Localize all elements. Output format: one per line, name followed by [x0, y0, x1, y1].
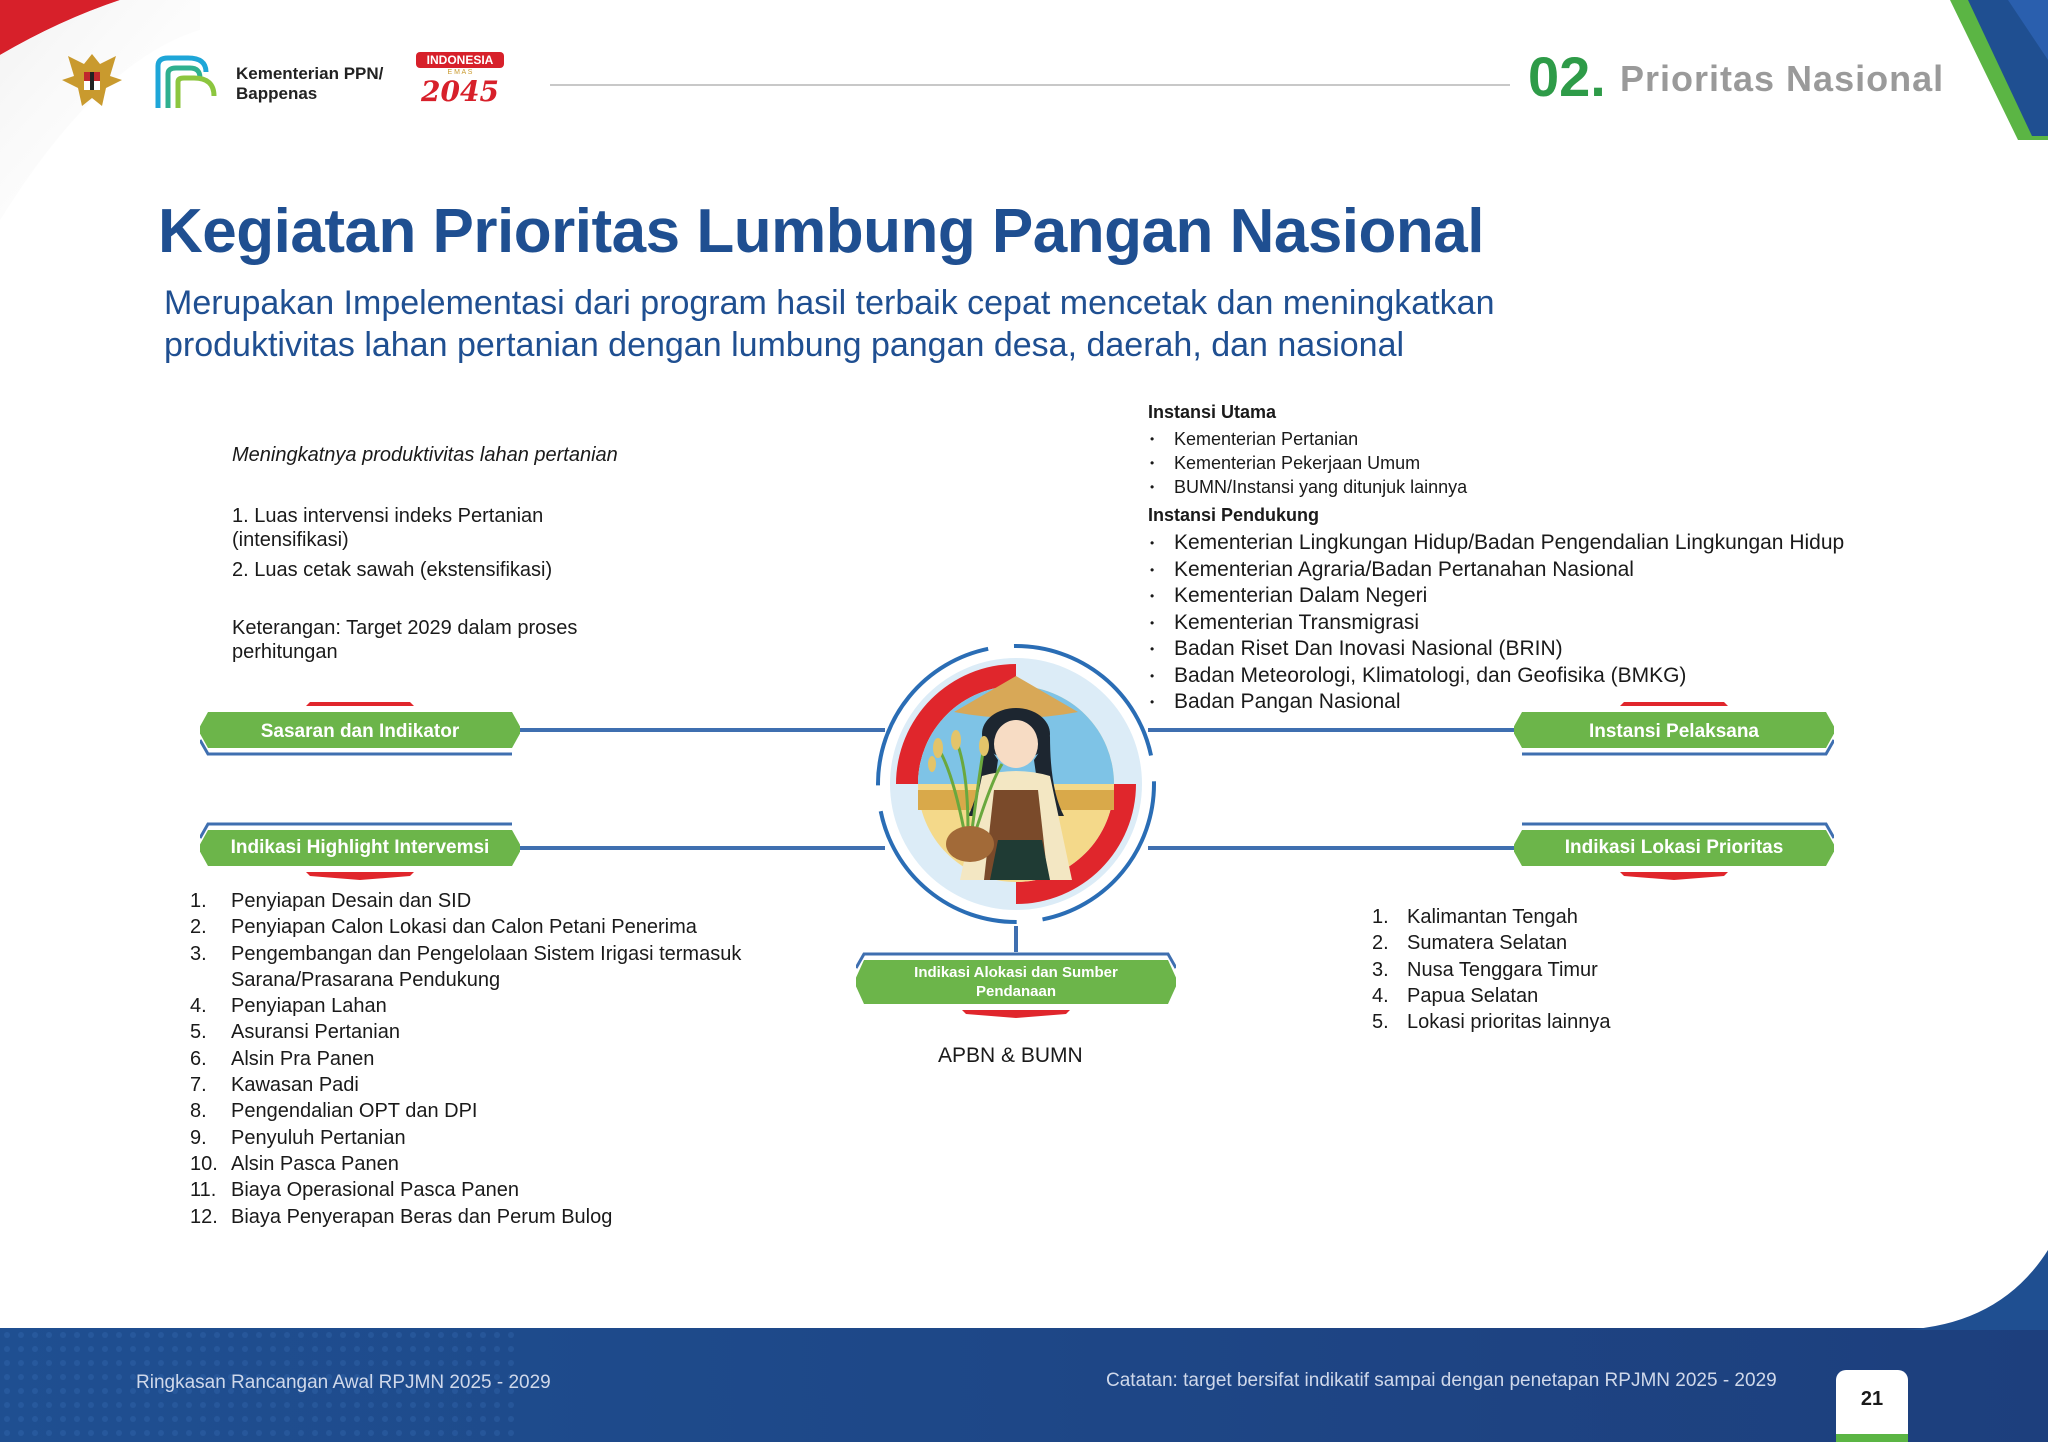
list-item: • Badan Meteorologi, Klimatologi, dan Geofisika (BMKG) — [1148, 663, 2028, 690]
item-text: Penyiapan Lahan — [231, 995, 387, 1018]
footer-left-text: Ringkasan Rancangan Awal RPJMN 2025 - 2029 — [136, 1372, 551, 1393]
item-number: 7. — [190, 1074, 207, 1097]
highlight-list — [190, 888, 810, 1230]
list-item: • BUMN/Instansi yang ditunjuk lainnya — [1148, 475, 2028, 499]
item-text: Pengembangan dan Pengelolaan Sistem Irigasi termasuk Sarana/Prasarana Pendukung — [231, 942, 742, 991]
item-number: 2. — [1372, 932, 1389, 955]
list-item — [190, 1204, 810, 1230]
sasaran-goal: Meningkatnya produktivitas lahan pertanian — [232, 444, 618, 466]
banner-alokasi-line-1: Indikasi Alokasi dan Sumber — [914, 964, 1118, 981]
list-item: • Kementerian Dalam Negeri — [1148, 583, 2028, 610]
item-number: 10. — [190, 1152, 218, 1175]
item-text: Alsin Pasca Panen — [231, 1152, 399, 1175]
section-number: 02. — [1528, 45, 1606, 108]
list-item: • Kementerian Lingkungan Hidup/Badan Pengendalian Lingkungan Hidup — [1148, 530, 2028, 557]
item-text: Pengendalian OPT dan DPI — [231, 1100, 478, 1123]
item-text: Penyiapan Desain dan SID — [231, 890, 472, 912]
list-item: • Badan Pangan Nasional — [1148, 689, 2028, 716]
item-number: 9. — [190, 1126, 207, 1149]
list-item: • Kementerian Transmigrasi — [1148, 610, 2028, 637]
indonesia-logo-year: 2045 — [421, 75, 499, 108]
item-text: Alsin Pra Panen — [231, 1047, 375, 1070]
indonesia-logo-sub: E M A S — [447, 69, 473, 76]
list-item — [1372, 904, 1610, 930]
footer-right-text: Catatan: target bersifat indikatif sampai dengan penetapan RPJMN 2025 - 2029 — [1106, 1370, 1777, 1391]
item-text: Asuransi Pertanian — [231, 1021, 400, 1044]
item-text: Biaya Operasional Pasca Panen — [231, 1179, 519, 1202]
list-item — [190, 993, 810, 1019]
indicator-item: 2. Luas cetak sawah (ekstensifikasi) — [232, 559, 553, 581]
list-item — [1372, 983, 1610, 1009]
banner-lokasi-label: Indikasi Lokasi Prioritas — [1564, 837, 1784, 858]
banner-alokasi — [856, 950, 1176, 1018]
list-item — [190, 1151, 810, 1177]
list-item — [190, 1098, 810, 1124]
list-item — [1372, 930, 1610, 956]
banner-highlight — [200, 820, 520, 876]
item-text: Penyuluh Pertanian — [231, 1126, 406, 1149]
list-item — [190, 914, 810, 940]
banner-instansi-label: Instansi Pelaksana — [1588, 721, 1760, 742]
item-number: 11. — [190, 1179, 217, 1202]
item-number: 4. — [1372, 984, 1389, 1007]
indicator-item: 1. Luas intervensi indeks Pertanian (intensifikasi) — [232, 505, 544, 551]
item-number: 5. — [190, 1021, 207, 1044]
item-text: Lokasi prioritas lainnya — [1407, 1011, 1611, 1034]
list-item — [1372, 1009, 1610, 1035]
item-number: 2. — [190, 916, 207, 939]
list-item: • Kementerian Agraria/Badan Pertanahan Nasional — [1148, 557, 2028, 584]
page-title: Kegiatan Prioritas Lumbung Pangan Nasional — [158, 197, 1484, 266]
instansi-utama-heading: Instansi Utama — [1148, 402, 1277, 422]
list-item — [190, 1177, 810, 1203]
list-item — [190, 1046, 810, 1072]
indonesia-logo-text: INDONESIA — [416, 52, 504, 68]
list-item: • Badan Riset Dan Inovasi Nasional (BRIN) — [1148, 636, 2028, 663]
item-number: 12. — [190, 1205, 218, 1228]
item-number: 5. — [1372, 1011, 1389, 1034]
list-item — [190, 1072, 810, 1098]
item-text: Sumatera Selatan — [1407, 932, 1568, 955]
list-item — [190, 1019, 810, 1045]
page-number: 21 — [1860, 1388, 1884, 1410]
footer-curve — [1900, 1250, 2048, 1330]
list-item — [190, 888, 810, 914]
list-item: • Kementerian Pertanian — [1148, 427, 2028, 451]
alokasi-source: APBN & BUMN — [938, 1044, 1083, 1067]
item-text: Papua Selatan — [1407, 984, 1539, 1007]
ministry-line-2: Bappenas — [236, 84, 318, 103]
section-title: Prioritas Nasional — [1620, 58, 1945, 99]
instansi-pendukung-heading: Instansi Pendukung — [1148, 505, 1320, 525]
list-item: • Kementerian Pekerjaan Umum — [1148, 451, 2028, 475]
item-number: 3. — [190, 942, 207, 965]
item-number: 6. — [190, 1047, 207, 1070]
list-item — [190, 1125, 810, 1151]
banner-alokasi-label — [856, 948, 1176, 1016]
list-item — [190, 941, 810, 994]
banner-alokasi-line-2: Pendanaan — [975, 983, 1057, 1000]
sasaran-note: Keterangan: Target 2029 dalam proses perhitungan — [232, 617, 578, 663]
item-number: 3. — [1372, 958, 1389, 981]
list-item — [1372, 957, 1610, 983]
banner-instansi — [1514, 702, 1834, 758]
item-text: Penyiapan Calon Lokasi dan Calon Petani Penerima — [231, 916, 697, 939]
banner-lokasi — [1514, 820, 1834, 876]
item-number: 8. — [190, 1100, 207, 1123]
banner-sasaran — [200, 702, 520, 758]
farmer-emblem — [872, 640, 1160, 928]
banner-sasaran-label: Sasaran dan Indikator — [260, 721, 460, 742]
item-number: 1. — [190, 890, 207, 912]
item-number: 1. — [1372, 906, 1389, 928]
item-text: Nusa Tenggara Timur — [1407, 958, 1598, 981]
page-subtitle: Merupakan Impelementasi dari program hasil terbaik cepat mencetak dan meningkatkan produktivitas lahan pertanian dengan lumbung pangan desa, daerah, dan nasional — [164, 284, 1495, 364]
page-number-bar — [1836, 1434, 1908, 1442]
ministry-line-1: Kementerian PPN/ — [236, 64, 384, 83]
item-text: Kawasan Padi — [231, 1074, 359, 1097]
item-text: Biaya Penyerapan Beras dan Perum Bulog — [231, 1205, 613, 1228]
lokasi-list — [1372, 904, 1610, 1035]
item-number: 4. — [190, 995, 207, 1018]
item-text: Kalimantan Tengah — [1407, 906, 1578, 928]
banner-highlight-label: Indikasi Highlight Intervemsi — [230, 837, 490, 858]
